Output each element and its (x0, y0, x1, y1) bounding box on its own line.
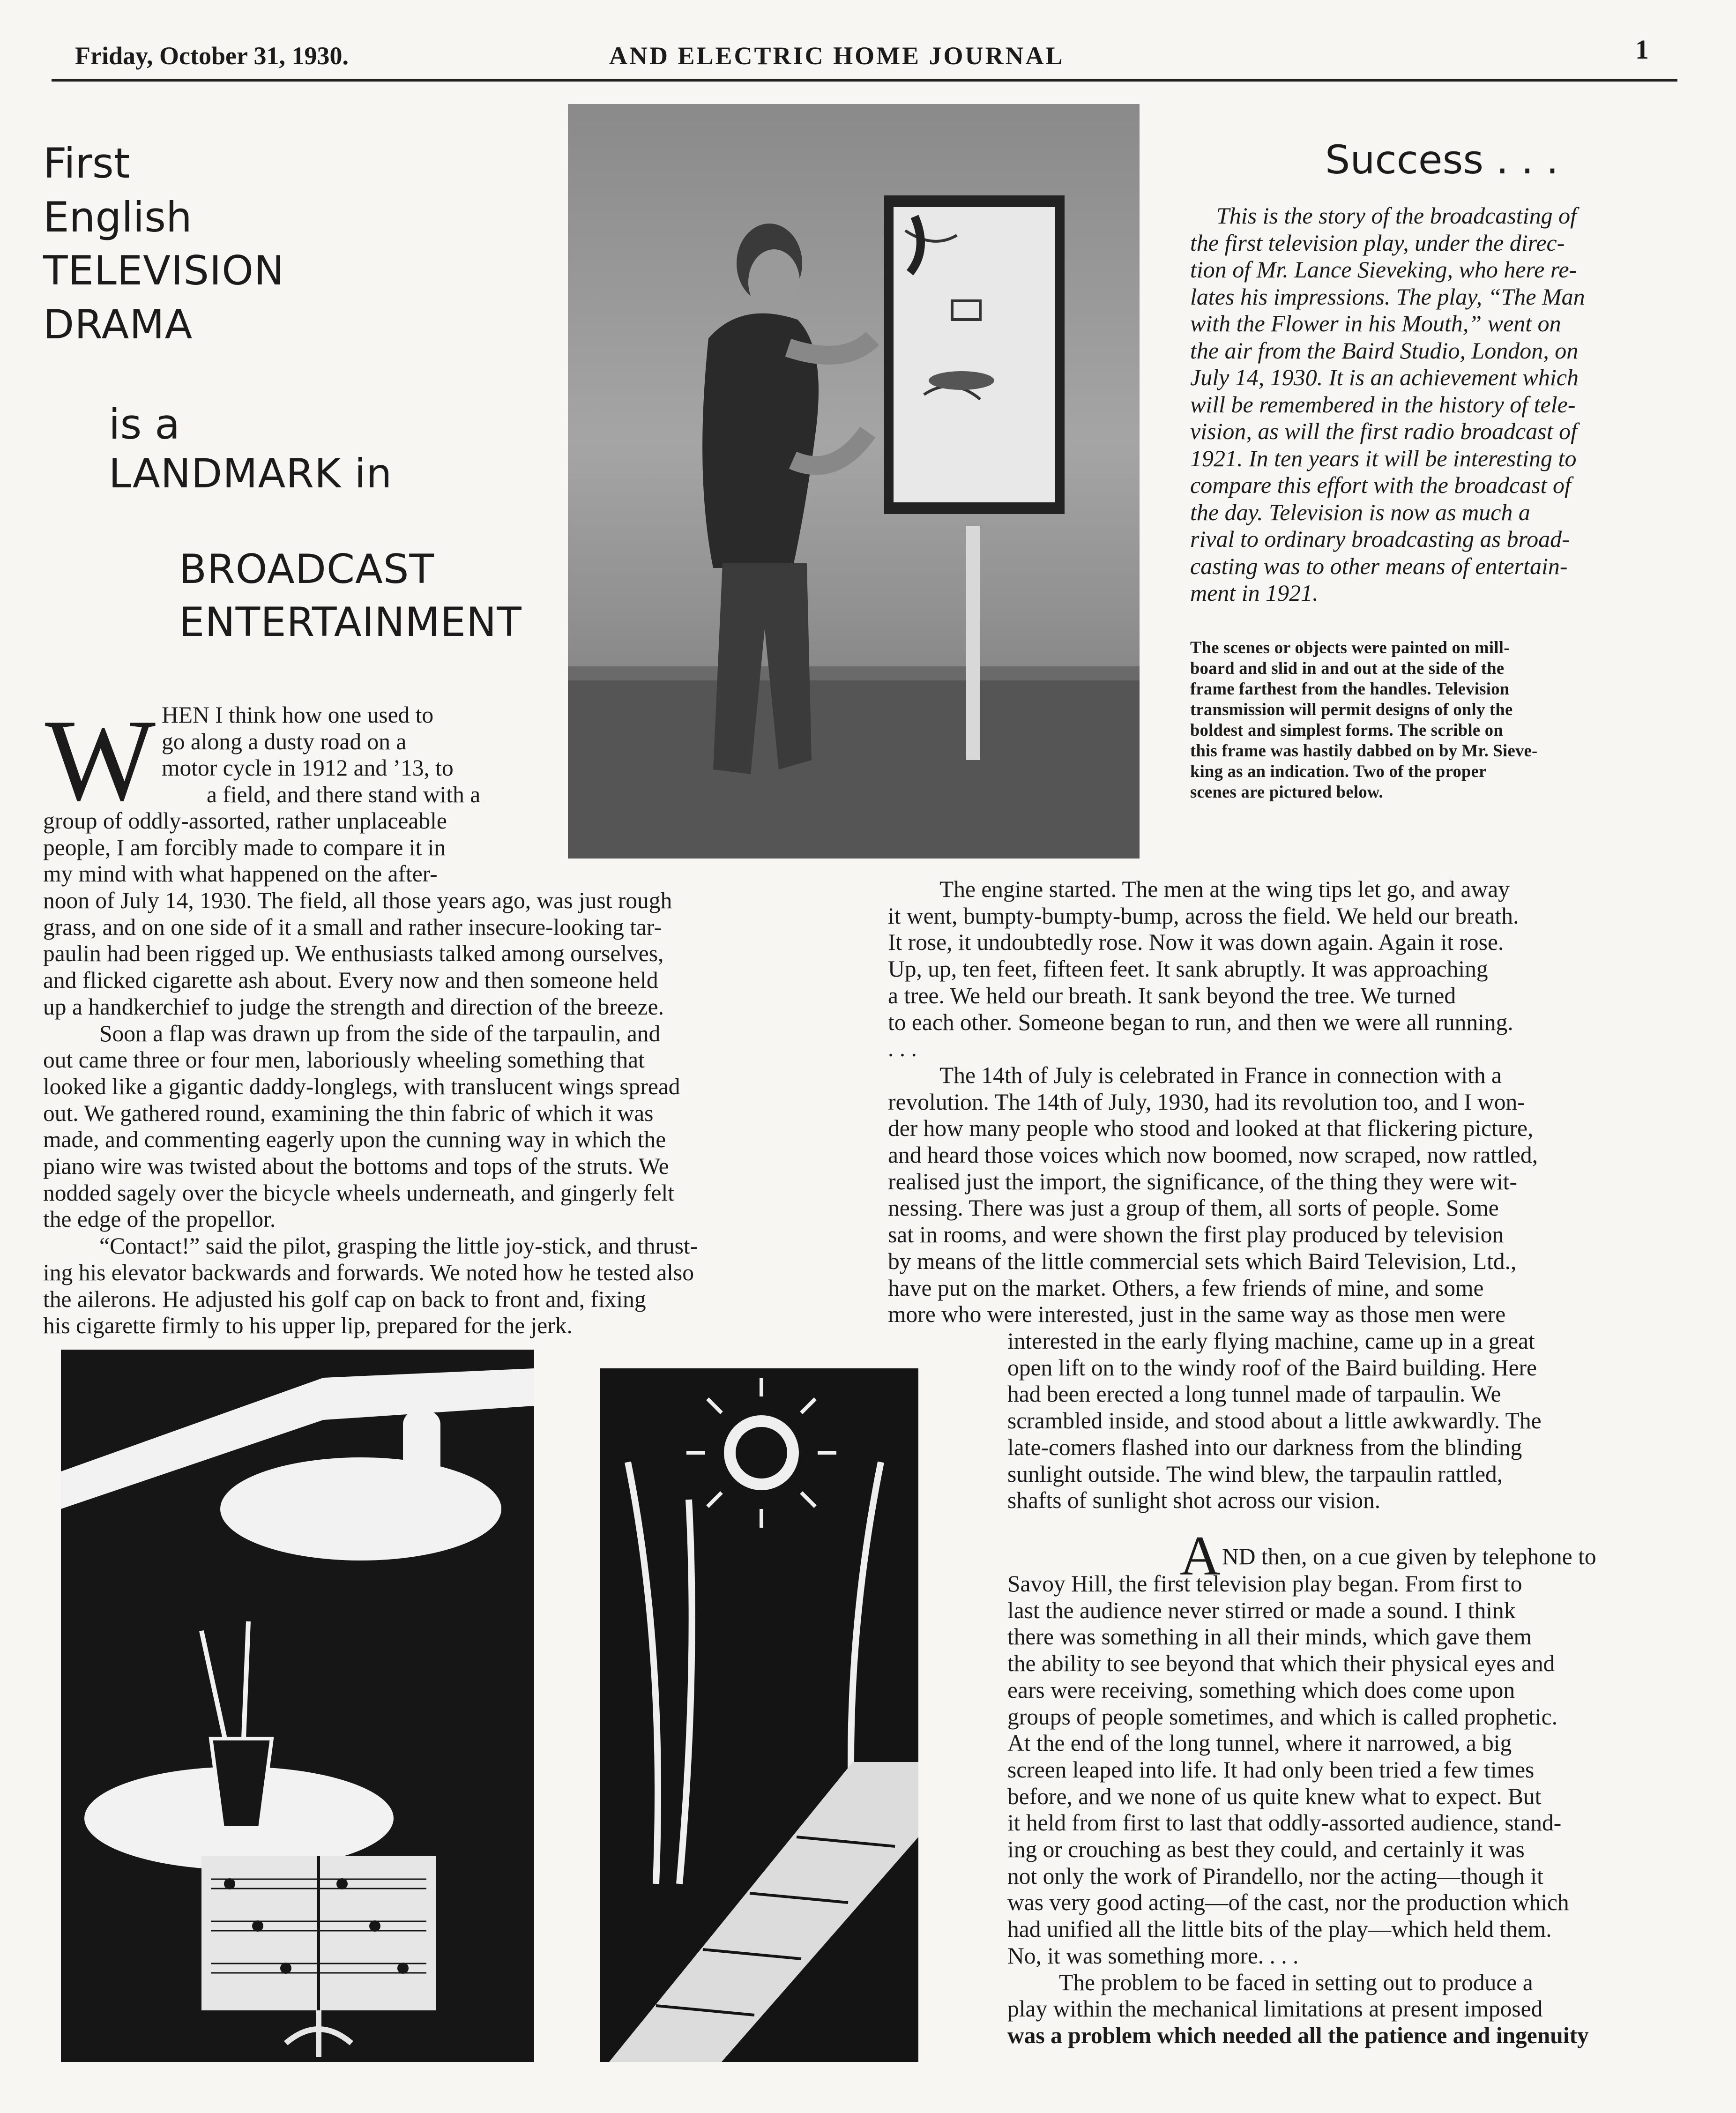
article-line: more who were interested, just in the same way as those men were (888, 1301, 1506, 1328)
intro-line: lates his impressions. The play, “The Man (1190, 283, 1585, 310)
article-line: had been erected a long tunnel made of tarpaulin. We (1007, 1381, 1501, 1407)
headline-line: is a (109, 400, 180, 448)
header-title: AND ELECTRIC HOME JOURNAL (609, 42, 1065, 70)
headline-line: First (43, 139, 130, 187)
intro-line: the air from the Baird Studio, London, on (1190, 337, 1579, 364)
article-line: . . . (888, 1036, 917, 1062)
article-line: late-comers flashed into our darkness from the blinding (1007, 1434, 1522, 1460)
caption-line: king as an indication. Two of the proper (1190, 762, 1487, 781)
intro-line: This is the story of the broadcasting of (1216, 202, 1577, 229)
article-line: sat in rooms, and were shown the first play produced by television (888, 1222, 1504, 1248)
drop-cap: W (45, 695, 156, 825)
caption-line: The scenes or objects were painted on mill- (1190, 638, 1510, 657)
studio-photo-drawing (568, 104, 1140, 859)
article-line: ears were receiving, something which does come upon (1007, 1677, 1515, 1703)
article-line: The 14th of July is celebrated in France in connection with a (939, 1062, 1502, 1088)
article-line: Savoy Hill, the first television play began. From first to (1007, 1571, 1522, 1597)
headline-line: TELEVISION (43, 247, 285, 294)
intro-line: vision, as will the first radio broadcast of (1190, 418, 1577, 444)
article-line: The engine started. The men at the wing tips let go, and away (939, 876, 1510, 902)
article-col2 (888, 876, 1680, 1328)
article-line: sunlight outside. The wind blew, the tarpaulin rattled, (1007, 1461, 1503, 1487)
intro-line: casting was to other means of entertain- (1190, 553, 1568, 579)
article-line: shafts of sunlight shot across our vision. (1007, 1487, 1381, 1514)
article-line: HEN I think how one used to (162, 702, 434, 728)
caption-line: this frame was hastily dabbed on by Mr. Sieve- (1190, 741, 1538, 760)
intro-line: ment in 1921. (1190, 580, 1319, 606)
article-line: der how many people who stood and looked at that flickering picture, (888, 1115, 1534, 1142)
article-line: realised just the import, the significance, of the thing they were wit- (888, 1168, 1517, 1195)
article-line: scrambled inside, and stood about a little awkwardly. The (1007, 1408, 1542, 1434)
intro-line: will be remembered in the history of tele- (1190, 391, 1576, 418)
article-line: go along a dusty road on a (162, 728, 407, 754)
article-line: interested in the early flying machine, came up in a great (1007, 1328, 1535, 1354)
article-line: ing or crouching as best they could, and certainly it was (1007, 1837, 1525, 1863)
caption-line: frame farthest from the handles. Television (1190, 679, 1510, 698)
photo-caption (1190, 637, 1677, 802)
article-line: ing his elevator backwards and forwards. We noted how he tested also (43, 1259, 694, 1285)
caption-line: transmission will permit designs of only the (1190, 700, 1513, 719)
header-date: Friday, October 31, 1930. (75, 42, 349, 70)
article-line: a tree. We held our breath. It sank beyond the tree. We turned (888, 982, 1456, 1008)
article-line: looked like a gigantic daddy-longlegs, with translucent wings spread (43, 1073, 680, 1099)
intro-line: with the Flower in his Mouth,” went on (1190, 310, 1561, 336)
article-line: motor cycle in 1912 and ’13, to (162, 755, 454, 781)
article-line: “Contact!” said the pilot, grasping the little joy-stick, and thrust- (99, 1233, 698, 1259)
article-line: people, I am forcibly made to compare it in (43, 834, 446, 860)
article-line: screen leaped into life. It had only been tried a few times (1007, 1756, 1535, 1783)
intro-line: tion of Mr. Lance Sieveking, who here re- (1190, 256, 1577, 283)
article-line: nodded sagely over the bicycle wheels underneath, and gingerly felt (43, 1180, 675, 1206)
article-line: The problem to be faced in setting out to produce a (1059, 1969, 1533, 1995)
article-line: It rose, it undoubtedly rose. Now it was down again. Again it rose. (888, 929, 1504, 956)
article-line: a field, and there stand with a (207, 782, 481, 808)
article-line: noon of July 14, 1930. The field, all those years ago, was just rough (43, 888, 672, 913)
article-line: the ability to see beyond that which their physical eyes and (1007, 1650, 1555, 1677)
article-line: the ailerons. He adjusted his golf cap on back to front and, fixing (43, 1286, 646, 1312)
section2-first-line: ND then, on a cue given by telephone to (1222, 1544, 1596, 1569)
article-line: No, it was something more. . . . (1007, 1942, 1299, 1969)
article-line: nessing. There was just a group of them, all sorts of people. Some (888, 1195, 1499, 1221)
article-line: Up, up, ten feet, fifteen feet. It sank abruptly. It was approaching (888, 956, 1488, 982)
article-line: was a problem which needed all the patience and ingenuity (1007, 2022, 1589, 2048)
article-line: out came three or four men, laboriously wheeling something that (43, 1047, 645, 1073)
article-line: open lift on to the windy roof of the Baird building. Here (1007, 1354, 1537, 1381)
article-col1 (43, 888, 840, 1339)
headline-line: LANDMARK in (109, 450, 393, 497)
caption-line: board and slid in and out at the side of the (1190, 658, 1505, 678)
intro-line: compare this effort with the broadcast of (1190, 472, 1571, 498)
article-line: it held from first to last that oddly-assorted audience, stand- (1007, 1810, 1562, 1836)
article-line: before, and we none of us quite knew what to expect. But (1007, 1783, 1542, 1809)
illustration-night-scene (600, 1368, 918, 2062)
article-line: his cigarette firmly to his upper lip, prepared for the jerk. (43, 1313, 573, 1339)
article-line: up a handkerchief to judge the strength and direction of the breeze. (43, 993, 664, 1020)
intro-line: 1921. In ten years it will be interesting to (1190, 445, 1577, 471)
article-opening (162, 702, 529, 808)
article-line: grass, and on one side of it a small and rather insecure-looking tar- (43, 914, 662, 940)
article-line: At the end of the long tunnel, where it narrowed, a big (1007, 1730, 1512, 1756)
caption-line: boldest and simplest forms. The scrible on (1190, 720, 1503, 739)
intro-line: the first television play, under the direc- (1190, 229, 1565, 256)
article-line: out. We gathered round, examining the thin fabric of which it was (43, 1100, 654, 1126)
article-line: revolution. The 14th of July, 1930, had its revolution too, and I won- (888, 1089, 1525, 1115)
success-intro (1190, 202, 1677, 607)
article-line: piano wire was twisted about the bottoms and tops of the struts. We (43, 1153, 669, 1180)
article-line: Soon a flap was drawn up from the side of the tarpaulin, and (99, 1020, 661, 1046)
article-line: there was something in all their minds, which gave them (1007, 1624, 1532, 1650)
article-line: was very good acting—of the cast, nor the production which (1007, 1889, 1569, 1916)
article-col1-narrow (43, 808, 530, 888)
illustration-cafe-scene (61, 1350, 534, 2062)
article-line: made, and commenting eagerly upon the cunning way in which the (43, 1127, 666, 1153)
article-line: paulin had been rigged up. We enthusiasts talked among ourselves, (43, 941, 664, 967)
drop-cap: A (1180, 1524, 1221, 1587)
article-line: and flicked cigarette ash about. Every now and then someone held (43, 967, 658, 993)
studio-photo (568, 104, 1140, 859)
header-rule (52, 79, 1677, 82)
headline-line: DRAMA (43, 301, 193, 348)
article-line: groups of people sometimes, and which is called prophetic. (1007, 1703, 1557, 1730)
page-number: 1 (1635, 34, 1649, 65)
article-line: my mind with what happened on the after- (43, 861, 438, 887)
headline-line: English (43, 193, 192, 241)
article-line: by means of the little commercial sets which Baird Television, Ltd., (888, 1248, 1517, 1274)
article-line: last the audience never stirred or made a sound. I think (1007, 1597, 1516, 1623)
article-line: had unified all the little bits of the play—which held them. (1007, 1916, 1552, 1942)
success-heading: Success . . . (1325, 137, 1559, 183)
illustration-cafe-drawing (61, 1350, 534, 2062)
article-line: and heard those voices which now boomed, now scraped, now rattled, (888, 1142, 1538, 1168)
intro-line: rival to ordinary broadcasting as broad- (1190, 526, 1570, 552)
article-line: play within the mechanical limitations at present imposed (1007, 1996, 1543, 2022)
caption-line: scenes are pictured below. (1190, 782, 1383, 801)
headline-line: ENTERTAINMENT (179, 599, 522, 646)
illustration-night-drawing (600, 1368, 918, 2062)
article-line: the edge of the propellor. (43, 1206, 276, 1232)
article-col3 (1007, 1328, 1680, 1514)
article-line: it went, bumpty-bumpty-bump, across the field. We held our breath. (888, 903, 1519, 929)
article-line: have put on the market. Others, a few friends of mine, and some (888, 1275, 1484, 1301)
headline-line: BROADCAST (179, 546, 434, 593)
article-line: not only the work of Pirandello, nor the acting—though it (1007, 1863, 1543, 1889)
article-line: to each other. Someone began to run, and then we were all running. (888, 1009, 1513, 1035)
intro-line: the day. Television is now as much a (1190, 499, 1530, 525)
article-line: group of oddly-assorted, rather unplaceable (43, 808, 447, 834)
article-col4 (1007, 1571, 1680, 2049)
intro-line: July 14, 1930. It is an achievement which (1190, 364, 1579, 390)
